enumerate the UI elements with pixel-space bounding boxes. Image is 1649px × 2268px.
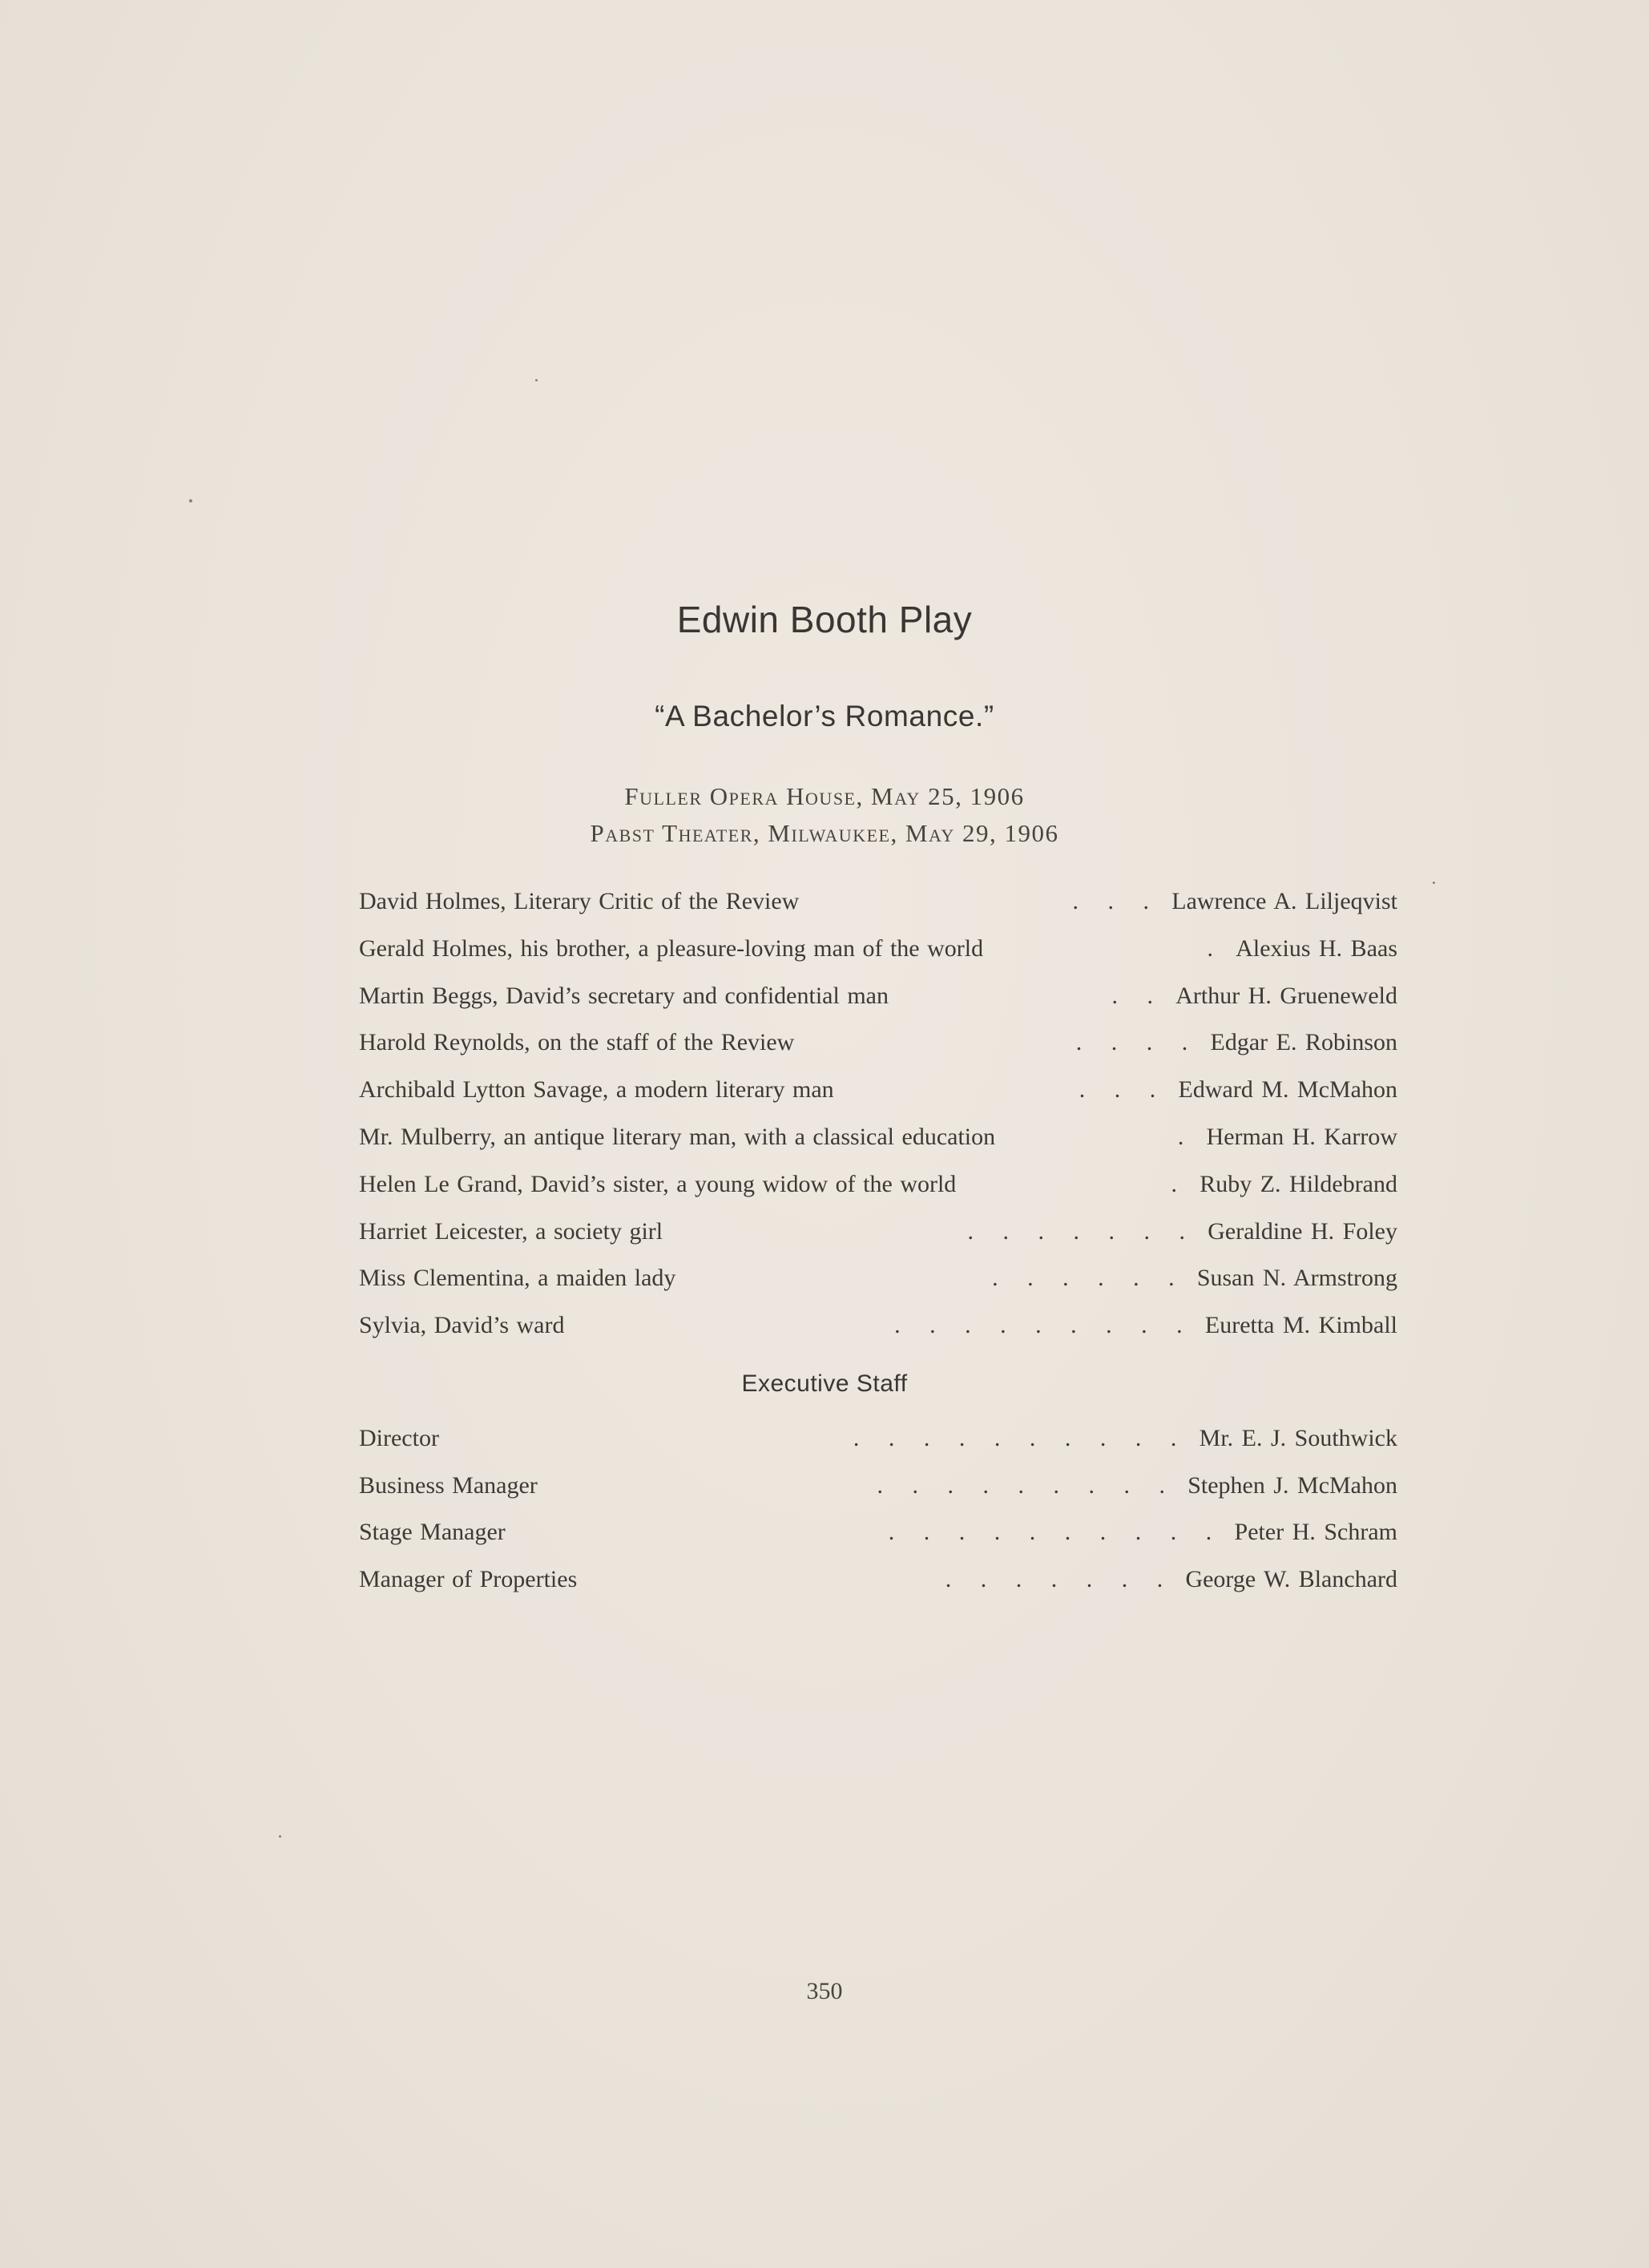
cast-row bbox=[359, 1306, 1397, 1345]
dot-leader bbox=[1156, 1165, 1191, 1204]
staff-actor: George W. Blanchard bbox=[1185, 1565, 1397, 1592]
cast-row bbox=[359, 1259, 1397, 1297]
leader-dot: . bbox=[958, 1519, 966, 1545]
staff-role: Director bbox=[359, 1425, 439, 1451]
leader-dot: . bbox=[1177, 1124, 1184, 1150]
leader-dot: . bbox=[929, 1312, 936, 1339]
leader-dot: . bbox=[1079, 1076, 1086, 1104]
staff-role: Business Manager bbox=[359, 1471, 538, 1499]
cast-role: Harold Reynolds, on the staff of the Review bbox=[359, 1029, 795, 1056]
leader-dot: . bbox=[1168, 1265, 1175, 1292]
staff-role: Stage Manager bbox=[359, 1519, 506, 1545]
staff-actor: Stephen J. McMahon bbox=[1187, 1471, 1397, 1499]
staff-row bbox=[359, 1513, 1397, 1552]
leader-dot: . bbox=[923, 1425, 930, 1451]
leader-dot: . bbox=[1027, 1265, 1034, 1292]
cast-actor: Susan N. Armstrong bbox=[1196, 1265, 1397, 1292]
venue-line-1: Fuller Opera House, May 25, 1906 bbox=[624, 782, 1025, 810]
leader-dot: . bbox=[1015, 1565, 1022, 1592]
leader-dot: . bbox=[912, 1471, 918, 1499]
page-number: 350 bbox=[806, 1978, 843, 2004]
leader-dot: . bbox=[1179, 1217, 1185, 1245]
dot-leader bbox=[862, 1467, 1179, 1505]
leader-dot: . bbox=[967, 1217, 974, 1245]
leader-dot: . bbox=[1111, 982, 1118, 1009]
staff-role: Manager of Properties bbox=[359, 1565, 578, 1592]
leader-dot: . bbox=[1143, 1217, 1150, 1245]
cast-role: Miss Clementina, a maiden lady bbox=[359, 1265, 676, 1292]
cast-role: Mr. Mulberry, an antique literary man, with a classical education bbox=[359, 1124, 996, 1150]
dot-leader bbox=[978, 1259, 1189, 1297]
leader-dot: . bbox=[1170, 1519, 1177, 1545]
cast-row bbox=[359, 1023, 1397, 1062]
cast-row bbox=[359, 1071, 1397, 1109]
leader-dot: . bbox=[1098, 1265, 1104, 1292]
leader-dot: . bbox=[1088, 1471, 1095, 1499]
leader-dot: . bbox=[1135, 1425, 1142, 1451]
cast-row bbox=[359, 1213, 1397, 1251]
dot-leader bbox=[930, 1560, 1177, 1599]
paper-speck bbox=[535, 379, 538, 381]
leader-dot: . bbox=[1111, 1029, 1118, 1056]
leader-dot: . bbox=[1135, 1519, 1142, 1545]
leader-dot: . bbox=[1064, 1519, 1071, 1545]
leader-dot: . bbox=[1147, 982, 1153, 1009]
leader-dot: . bbox=[1099, 1519, 1107, 1545]
cast-row bbox=[359, 1118, 1397, 1156]
dot-leader bbox=[880, 1306, 1197, 1345]
leader-dot: . bbox=[1106, 1312, 1112, 1339]
cast-role: Martin Beggs, David’s secretary and confidential man bbox=[359, 982, 889, 1009]
play-subtitle: “A Bachelor’s Romance.” bbox=[655, 700, 994, 732]
leader-dot: . bbox=[1018, 1471, 1024, 1499]
paper-speck bbox=[189, 499, 192, 502]
leader-dot: . bbox=[1149, 1076, 1156, 1104]
leader-dot: . bbox=[853, 1425, 860, 1451]
leader-dot: . bbox=[1176, 1312, 1183, 1339]
dot-leader bbox=[1163, 1118, 1199, 1156]
dot-leader bbox=[1065, 1071, 1171, 1109]
cast-role: Harriet Leicester, a society girl bbox=[359, 1217, 663, 1245]
staff-actor: Peter H. Schram bbox=[1234, 1519, 1397, 1545]
leader-dot: . bbox=[1143, 888, 1149, 914]
leader-dot: . bbox=[1062, 1265, 1069, 1292]
leader-dot: . bbox=[888, 1519, 895, 1545]
staff-heading: Executive Staff bbox=[741, 1370, 908, 1397]
leader-dot: . bbox=[1029, 1425, 1036, 1451]
cast-role: Gerald Holmes, his brother, a pleasure-loving man of the world bbox=[359, 934, 984, 962]
leader-dot: . bbox=[1073, 1217, 1079, 1245]
cast-actor: Arthur H. Grueneweld bbox=[1175, 982, 1397, 1009]
leader-dot: . bbox=[945, 1565, 952, 1592]
leader-dot: . bbox=[1070, 1312, 1077, 1339]
cast-actor: Herman H. Karrow bbox=[1206, 1124, 1397, 1150]
cast-role: David Holmes, Literary Critic of the Review bbox=[359, 888, 800, 914]
leader-dot: . bbox=[980, 1565, 987, 1592]
leader-dot: . bbox=[1207, 934, 1213, 962]
leader-dot: . bbox=[1133, 1265, 1139, 1292]
leader-dot: . bbox=[894, 1312, 901, 1339]
staff-row bbox=[359, 1467, 1397, 1505]
leader-dot: . bbox=[1053, 1471, 1059, 1499]
cast-row bbox=[359, 930, 1397, 968]
paper-speck bbox=[1433, 882, 1435, 884]
leader-dot: . bbox=[1072, 888, 1079, 914]
leader-dot: . bbox=[1075, 1029, 1083, 1056]
staff-row bbox=[359, 1419, 1397, 1458]
leader-dot: . bbox=[1035, 1312, 1042, 1339]
leader-dot: . bbox=[1099, 1425, 1107, 1451]
cast-row bbox=[359, 882, 1397, 921]
cast-actor: Ruby Z. Hildebrand bbox=[1199, 1170, 1397, 1197]
cast-actor: Lawrence A. Liljeqvist bbox=[1171, 888, 1397, 914]
leader-dot: . bbox=[992, 1265, 998, 1292]
leader-dot: . bbox=[1146, 1029, 1153, 1056]
leader-dot: . bbox=[1171, 1170, 1177, 1197]
dot-leader bbox=[1097, 977, 1167, 1015]
leader-dot: . bbox=[965, 1312, 971, 1339]
play-title: Edwin Booth Play bbox=[676, 599, 973, 640]
dot-leader bbox=[1192, 930, 1228, 968]
leader-dot: . bbox=[1064, 1425, 1071, 1451]
leader-dot: . bbox=[1114, 1076, 1121, 1104]
staff-actor: Mr. E. J. Southwick bbox=[1199, 1425, 1397, 1451]
leader-dot: . bbox=[1141, 1312, 1147, 1339]
leader-dot: . bbox=[1205, 1519, 1212, 1545]
leader-dot: . bbox=[923, 1519, 930, 1545]
venue-line-2: Pabst Theater, Milwaukee, May 29, 1906 bbox=[590, 819, 1059, 847]
leader-dot: . bbox=[888, 1425, 895, 1451]
leader-dot: . bbox=[1121, 1565, 1128, 1592]
leader-dot: . bbox=[1108, 1217, 1115, 1245]
staff-row bbox=[359, 1560, 1397, 1599]
leader-dot: . bbox=[1107, 888, 1114, 914]
dot-leader bbox=[874, 1513, 1227, 1552]
leader-dot: . bbox=[1086, 1565, 1093, 1592]
cast-actor: Euretta M. Kimball bbox=[1204, 1312, 1397, 1339]
leader-dot: . bbox=[877, 1471, 883, 1499]
cast-actor: Alexius H. Baas bbox=[1236, 934, 1397, 962]
dot-leader bbox=[953, 1213, 1199, 1251]
leader-dot: . bbox=[994, 1425, 1001, 1451]
leader-dot: . bbox=[1002, 1217, 1009, 1245]
leader-dot: . bbox=[1029, 1519, 1036, 1545]
leader-dot: . bbox=[1156, 1565, 1163, 1592]
leader-dot: . bbox=[1181, 1029, 1188, 1056]
cast-actor: Geraldine H. Foley bbox=[1208, 1217, 1397, 1245]
leader-dot: . bbox=[1123, 1471, 1130, 1499]
leader-dot: . bbox=[994, 1519, 1001, 1545]
cast-role: Archibald Lytton Savage, a modern literary man bbox=[359, 1076, 834, 1104]
cast-actor: Edward M. McMahon bbox=[1178, 1076, 1397, 1104]
dot-leader bbox=[1062, 1023, 1203, 1062]
leader-dot: . bbox=[1159, 1471, 1165, 1499]
dot-leader bbox=[1058, 882, 1163, 921]
leader-dot: . bbox=[947, 1471, 954, 1499]
leader-dot: . bbox=[1000, 1312, 1006, 1339]
cast-row bbox=[359, 977, 1397, 1015]
leader-dot: . bbox=[1038, 1217, 1044, 1245]
paper-speck bbox=[279, 1835, 281, 1838]
cast-role: Helen Le Grand, David’s sister, a young widow of the world bbox=[359, 1170, 957, 1197]
leader-dot: . bbox=[958, 1425, 966, 1451]
cast-actor: Edgar E. Robinson bbox=[1210, 1029, 1397, 1056]
cast-row bbox=[359, 1165, 1397, 1204]
leader-dot: . bbox=[1050, 1565, 1058, 1592]
cast-role: Sylvia, David’s ward bbox=[359, 1312, 565, 1339]
dot-leader bbox=[839, 1419, 1191, 1458]
leader-dot: . bbox=[1170, 1425, 1177, 1451]
leader-dot: . bbox=[982, 1471, 989, 1499]
